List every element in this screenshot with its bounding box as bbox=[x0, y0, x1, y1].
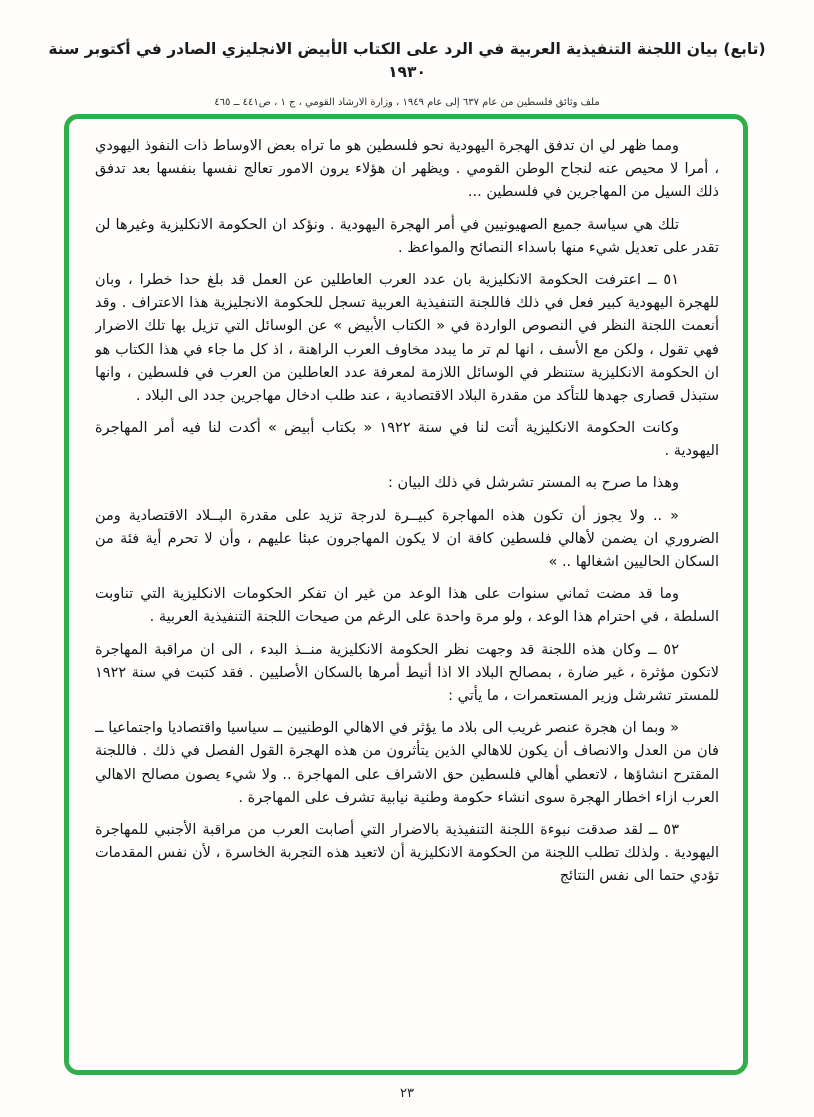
paragraph-quote: « وبما ان هجرة عنصر غريب الى بلاد ما يؤثر في الاهالي الوطنيين ــ سياسيا واقتصاديا واجتماعيا ــ فان من العدل والانصاف أن يكون للاهالي الذين يتأثرون من هذه الهجرة القول الفصل في ذلك . فاللجنة المقترح انشاؤها ، لاتعطي أهالي فلسطين حق الاشراف على المهاجرة .. ولا شيء يصون مصالح الاهالي العرب ازاء اخطار الهجرة سوى انشاء حكومة وطنية نيابية تشرف على المهاجرة . bbox=[95, 720, 719, 806]
document-header bbox=[40, 38, 774, 108]
paragraph-numbered-52: ٥٢ ــ وكان هذه اللجنة قد وجهت نظر الحكومة الانكليزية منــذ البدء ، الى ان مراقبة المهاجرة لاتكون مؤثرة ، غير ضارة ، بمصالح البلاد الا اذا أنيط أمرها بالسكان الأصليين . فقد كتبت في سنة ١٩٢٢ للمستر تشرشل وزير المستعمرات ، ما يأتي : bbox=[95, 641, 719, 704]
paragraph: وكانت الحكومة الانكليزية أتت لنا في سنة ١٩٢٢ « بكتاب أبيض » أكدت لنا فيه أمر المهاجرة اليهودية . bbox=[95, 420, 719, 460]
paragraph-quote: « .. ولا يجوز أن تكون هذه المهاجرة كبيــرة لدرجة تزيد على مقدرة البــلاد الاقتصادية ومن الضروري ان يضمن لأهالي فلسطين كافة ان لا يكون المهاجرون عبئا عليهم ، وأن لا تحرم أية فئة من السكان الحاليين اشغالها .. » bbox=[95, 507, 719, 570]
document-source-line: ملف وثائق فلسطين من عام ٦٣٧ إلى عام ١٩٤٩ ، وزارة الارشاد القومي ، ج ١ ، ص٤٤١ ــ ٤٦٥ bbox=[214, 96, 600, 108]
paragraph: تلك هي سياسة جميع الصهيونيين في أمر الهجرة اليهودية . ونؤكد ان الحكومة الانكليزية وغيرها لن تقدر على تعديل شيء منها باسداء النصائح والمواعظ . bbox=[95, 216, 719, 256]
paragraph: وهذا ما صرح به المستر تشرشل في ذلك البيان : bbox=[388, 475, 679, 492]
page-number: ٢٣ bbox=[400, 1086, 414, 1101]
paragraph: ومما ظهر لي ان تدفق الهجرة اليهودية نحو فلسطين هو ما تراه بعض الاوساط ذات النفوذ اليهودي ، أمرا لا محيص عنه لنجاح الوطن القومي . ويظهر ان هؤلاء يرون الامور تعالج نفسها بنفسها بعد تدفق ذلك السيل من المهاجرين في فلسطين ... bbox=[95, 138, 719, 201]
highlight-frame bbox=[64, 114, 748, 1075]
paragraph-numbered-51: ٥١ ــ اعترفت الحكومة الانكليزية بان عدد العرب العاطلين عن العمل قد بلغ حدا خطرا ، وبان للهجرة اليهودية كبير فعل في ذلك فاللجنة التنفيذية العربية تسجل للحكومة الانجليزية هذا الاعتراف . وقد أنعمت اللجنة النظر في النصوص الواردة في « الكتاب الأبيض » عن الوسائل التي تزيل بها تلك الاضرار فهي تقول ، ولكن مع الأسف ، انها لم تر ما يبدد مخاوف العرب الراهنة ، اذ كل ما جاء في هذا الكتاب هو ان الحكومة الانكليزية ستنظر في الوسائل اللازمة لمعرفة عدد العاطلين من العرب في فلسطين ، وانها ستبذل قصارى جهدها للتأكد من مقدرة البلاد الاقتصادية ، عند طلب ادخال مهاجرين جدد الى البلاد . bbox=[95, 271, 719, 404]
paragraph-numbered-53: ٥٣ ــ لقد صدقت نبوءة اللجنة التنفيذية بالاضرار التي أصابت العرب من مراقبة الأجنبي للمهاجرة اليهودية . ولذلك تطلب اللجنة من الحكومة الانكليزية أن لاتعيد هذه التجربة الخاسرة ، لأن نفس المقدمات تؤدي حتما الى نفس النتائج bbox=[95, 821, 719, 885]
document-title: (تابع) بيان اللجنة التنفيذية العربية في الرد على الكتاب الأبيض الانجليزي الصادر في أكتوبر سنة ١٩٣٠ bbox=[48, 40, 766, 82]
paragraph: وما قد مضت ثماني سنوات على هذا الوعد من غير ان تفكر الحكومات الانكليزية التي تناوبت السلطة ، في احترام هذا الوعد ، ولو مرة واحدة على الرغم من صيحات اللجنة التنفيذية العربية . bbox=[95, 586, 719, 626]
body-text bbox=[95, 135, 719, 1058]
